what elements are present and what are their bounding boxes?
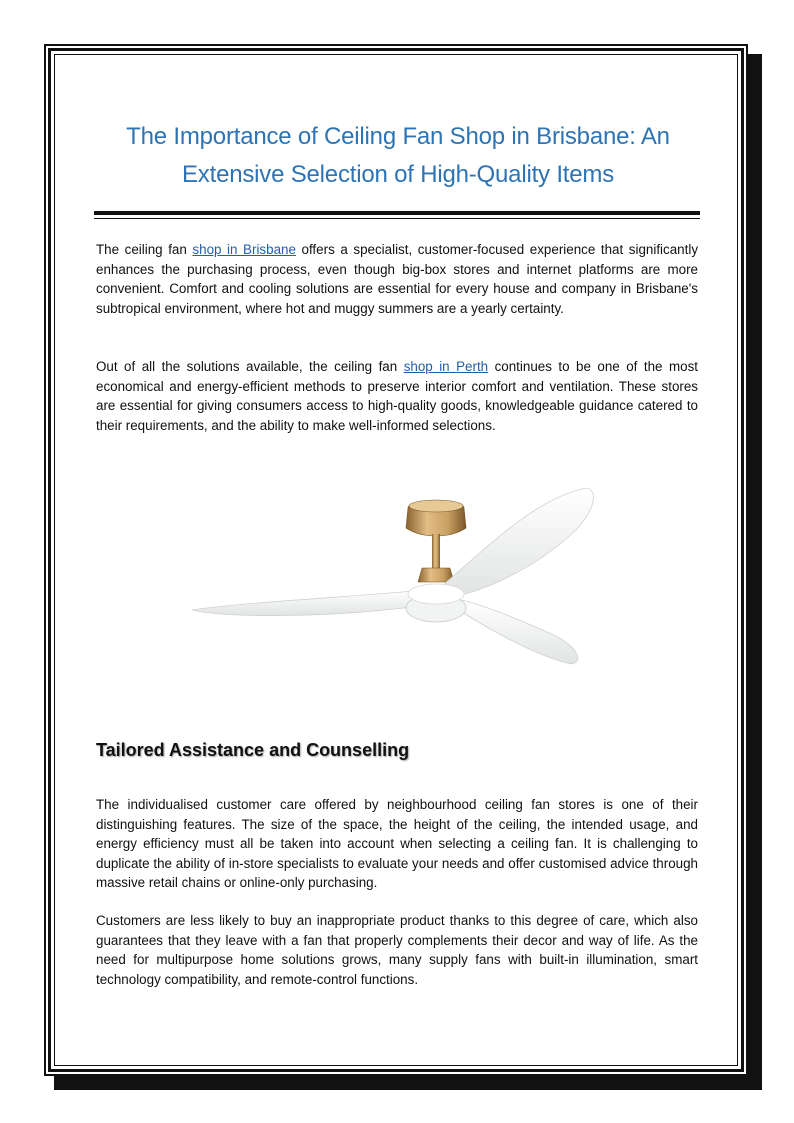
fan-downrod [432, 534, 440, 568]
intro-text-after-link: offers a specialist, customer-focused experience that significantly enhances the purchasing process, even though big-box stores and internet platforms are more convenient. Comfort and cooling solutions are essential for every house and company in Brisbane's subtropical environment, where hot and muggy summers are a yearly certainty. [96, 242, 699, 316]
solutions-text-before-link: Out of all the solutions available, the ceiling fan [96, 359, 404, 374]
solutions-text-after-link: continues to be one of the most economical and energy-efficient methods to preserve interior comfort and ventilation. These stores are essential for giving consumers access to high-quality goods, knowledgeable guidance catered to their requirements, and the ability to make well-informed selections. [96, 359, 698, 433]
fan-blade-left [192, 590, 424, 616]
solutions-paragraph [96, 357, 698, 435]
fan-blade-top-right [442, 488, 593, 596]
customer-care-paragraph: The individualised customer care offered by neighbourhood ceiling fan stores is one of their distinguishing features. The size of the space, the height of the ceiling, the intended usage, and energy efficiency must all be taken into account when selecting a ceiling fan. It is challenging to duplicate the ability of in-store specialists to evaluate your needs and offer customised advice through massive retail chains or online-only purchasing. [96, 797, 698, 890]
shop-in-brisbane-link[interactable]: shop in Brisbane [192, 242, 296, 257]
title-divider-thin [94, 218, 700, 219]
document-title [96, 118, 700, 194]
title-divider-thick [94, 211, 700, 215]
intro-paragraph [96, 240, 698, 318]
fan-motor-cap [408, 584, 464, 604]
customers-paragraph: Customers are less likely to buy an inappropriate product thanks to this degree of care, which also guarantees that they leave with a fan that properly complements their decor and way of life. As the need for multipurpose home solutions grows, many supply fans with built-in illumination, smart technology compatibility, and remote-control functions. [96, 913, 698, 987]
document-title-line-2: Extensive Selection of High-Quality Items [182, 161, 614, 188]
ceiling-fan-icon [186, 478, 606, 678]
document-title-line-1: The Importance of Ceiling Fan Shop in Brisbane: An [126, 123, 670, 150]
section-heading: Tailored Assistance and Counselling [96, 740, 410, 760]
intro-text-before-link: The ceiling fan [96, 242, 193, 257]
fan-blade-bottom-right [456, 600, 578, 664]
shop-in-perth-link[interactable]: shop in Perth [403, 359, 489, 374]
fan-canopy-top [409, 500, 463, 512]
